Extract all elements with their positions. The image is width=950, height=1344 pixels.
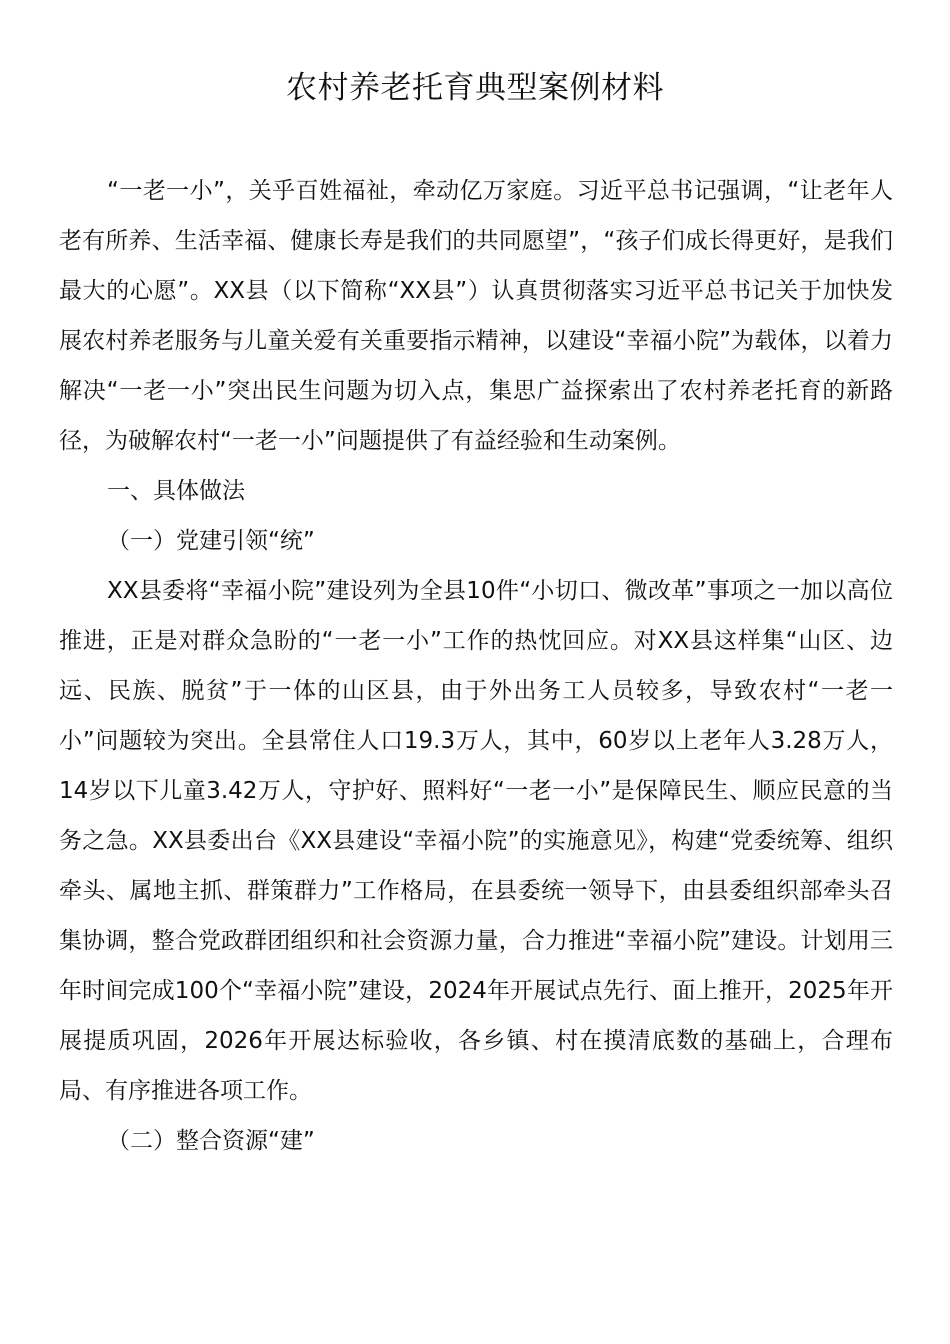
document-body (59, 166, 893, 1166)
section-heading-practices: 一、具体做法 (107, 478, 245, 504)
subheading-integrate-resources: （二）整合资源“建” (107, 1128, 315, 1154)
intro-paragraph: “一老一小”，关乎百姓福祉，牵动亿万家庭。习近平总书记强调，“让老年人老有所养、生活幸福、健康长寿是我们的共同愿望”，“孩子们成长得更好，是我们最大的心愿”。XX县（以下简称“XX县”）认真贯彻落实习近平总书记关于加快发展农村养老服务与儿童关爱有关重要指示精神，以建设“幸福小院”为载体，以着力解决“一老一小”突出民生问题为切入点，集思广益探索出了农村养老托育的新路径，为破解农村“一老一小”问题提供了有益经验和生动案例。 (59, 178, 893, 454)
party-leadership-paragraph: XX县委将“幸福小院”建设列为全县10件“小切口、微改革”事项之一加以高位推进，正是对群众急盼的“一老一小”工作的热忱回应。对XX县这样集“山区、边远、民族、脱贫”于一体的山区县，由于外出务工人员较多，导致农村“一老一小”问题较为突出。全县常住人口19.3万人，其中，60岁以上老年人3.28万人，14岁以下儿童3.42万人，守护好、照料好“一老一小”是保障民生、顺应民意的当务之急。XX县委出台《XX县建设“幸福小院”的实施意见》，构建“党委统筹、组织牵头、属地主抓、群策群力”工作格局，在县委统一领导下，由县委组织部牵头召集协调，整合党政群团组织和社会资源力量，合力推进“幸福小院”建设。计划用三年时间完成100个“幸福小院”建设，2024年开展试点先行、面上推开，2025年开展提质巩固，2026年开展达标验收，各乡镇、村在摸清底数的基础上，合理布局、有序推进各项工作。 (59, 578, 893, 1104)
document-title: 农村养老托育典型案例材料 (286, 70, 664, 106)
subheading-party-leadership: （一）党建引领“统” (107, 528, 315, 554)
